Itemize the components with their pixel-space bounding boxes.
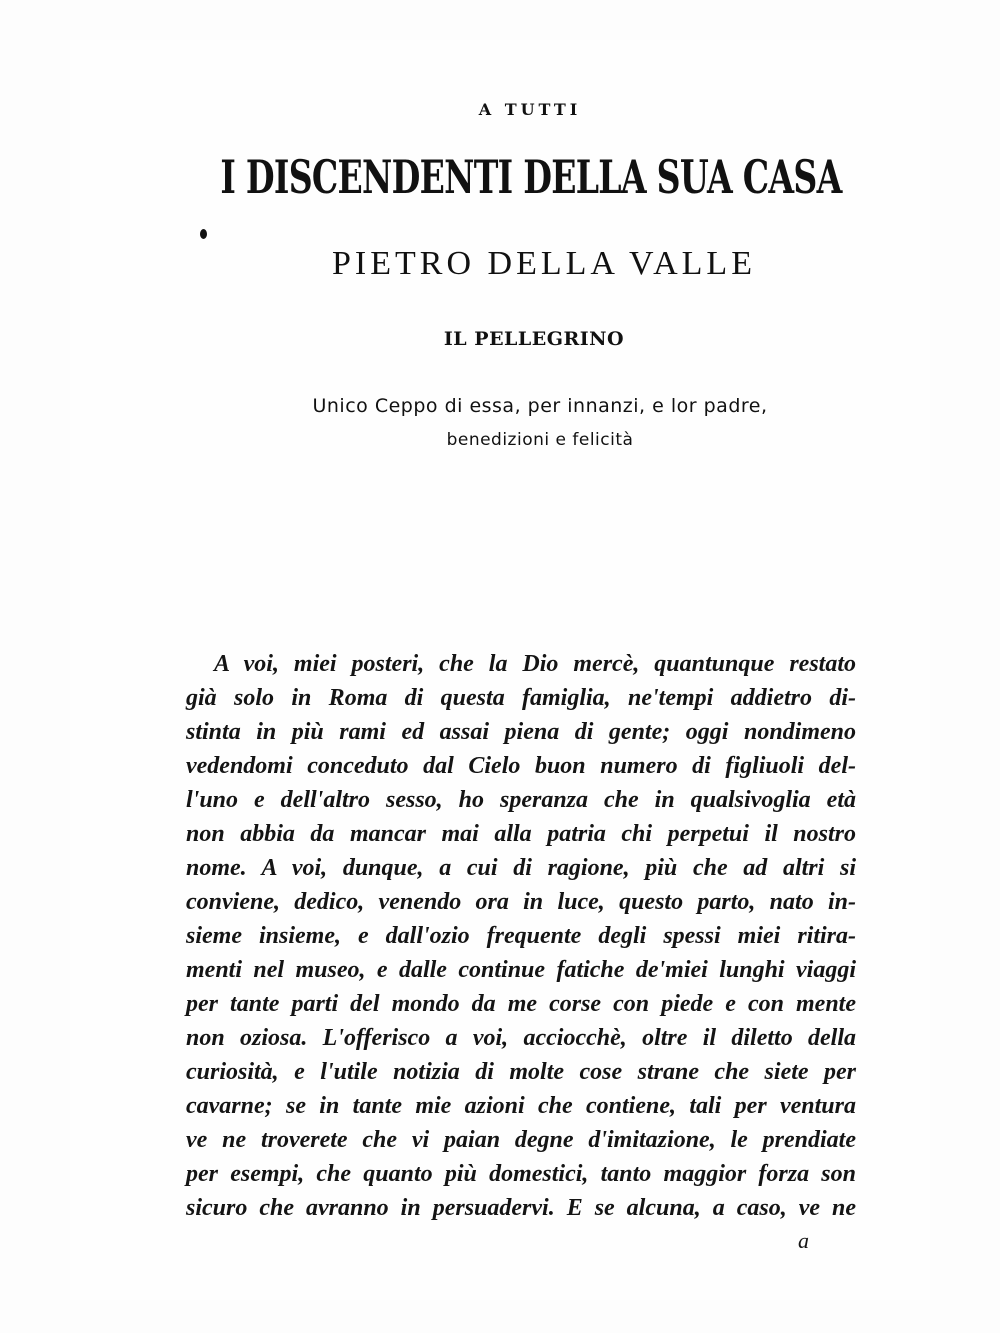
body-line: cavarne; se in tante mie azioni che contiene, tali per ventura bbox=[186, 1093, 856, 1119]
body-line: ve ne troverete che vi paian degne d'imitazione, le prendiate bbox=[186, 1127, 856, 1153]
ink-dot-mark bbox=[200, 229, 207, 239]
dedication-subtitle-2: benedizioni e felicità bbox=[446, 430, 634, 450]
body-line: A voi, miei posteri, che la Dio mercè, quantunque restato bbox=[214, 651, 856, 677]
body-line: conviene, dedico, venendo ora in luce, questo parto, nato in- bbox=[186, 889, 856, 915]
dedication-line-1: A TUTTI bbox=[478, 100, 582, 119]
body-line: già solo in Roma di questa famiglia, ne'tempi addietro di- bbox=[186, 685, 856, 711]
body-line: sicuro che avranno in persuadervi. E se alcuna, a caso, ve ne bbox=[186, 1195, 856, 1221]
body-line: non oziosa. L'offerisco a voi, acciocchè, oltre il diletto della bbox=[186, 1025, 856, 1051]
dedication-author-epithet: IL PELLEGRINO bbox=[443, 328, 625, 350]
dedication-subtitle-1: Unico Ceppo di essa, per innanzi, e lor padre, bbox=[312, 395, 768, 417]
body-line: nome. A voi, dunque, a cui di ragione, più che ad altri si bbox=[186, 855, 856, 881]
body-line: l'uno e dell'altro sesso, ho speranza che in qualsivoglia età bbox=[186, 787, 856, 813]
body-line: per esempi, che quanto più domestici, tanto maggior forza son bbox=[186, 1161, 856, 1187]
dedication-author: PIETRO DELLA VALLE bbox=[332, 245, 756, 282]
body-line: vedendomi conceduto dal Cielo buon numero di figliuoli del- bbox=[186, 753, 856, 779]
body-line: stinta in più rami ed assai piena di gente; oggi nondimeno bbox=[186, 719, 856, 745]
body-line: sieme insieme, e dall'ozio frequente degli spessi miei ritira- bbox=[186, 923, 856, 949]
body-line: per tante parti del mondo da me corse con piede e con mente bbox=[186, 991, 856, 1017]
dedication-title: I DISCENDENTI DELLA SUA CASA bbox=[220, 150, 842, 204]
body-line: non abbia da mancar mai alla patria chi perpetui il nostro bbox=[186, 821, 856, 847]
body-line: curiosità, e l'utile notizia di molte cose strane che siete per bbox=[186, 1059, 856, 1085]
body-line: menti nel museo, e dalle continue fatiche de'miei lunghi viaggi bbox=[186, 957, 856, 983]
signature-mark: a bbox=[798, 1228, 809, 1253]
body-paragraph bbox=[186, 647, 856, 1225]
